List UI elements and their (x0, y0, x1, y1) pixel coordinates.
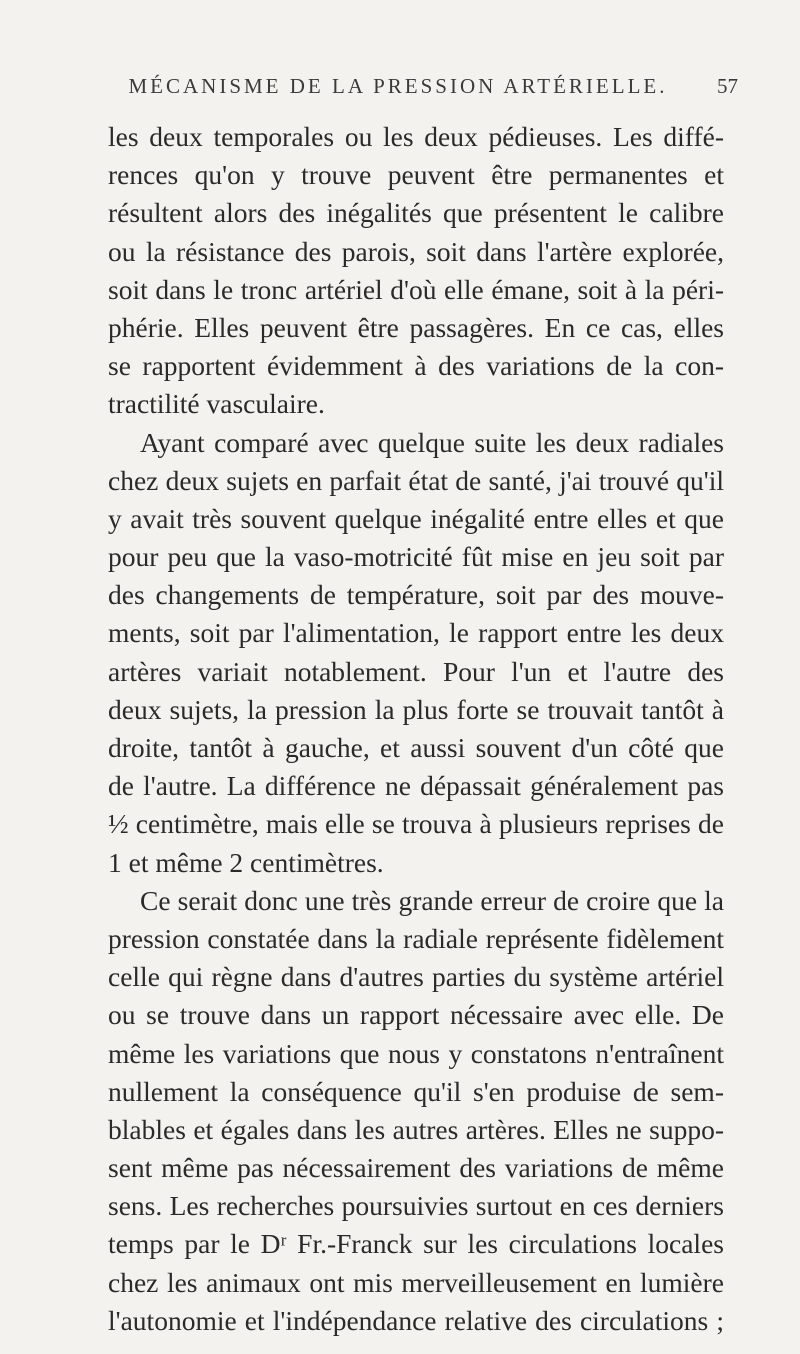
text-line: ½ centimètre, mais elle se trouva à plusieurs reprises de (108, 808, 724, 840)
text-line: phérie. Elles peuvent être passagères. En ce cas, elles (108, 311, 724, 343)
page-number: 57 (717, 74, 738, 98)
body-text (108, 118, 724, 1340)
text-line: ou la résistance des parois, soit dans l'artère explorée, (108, 235, 724, 267)
text-line: artères variait notablement. Pour l'un et l'autre des (108, 655, 724, 687)
paragraph-start-line: Ayant comparé avec quelque suite les deux radiales (140, 426, 724, 458)
text-line: pression constatée dans la radiale représente fidèlement (108, 922, 724, 954)
text-line: même les variations que nous y constatons n'entraînent (108, 1037, 724, 1069)
text-line: celle qui règne dans d'autres parties du système artériel (108, 961, 724, 993)
text-line: temps par le Dʳ Fr.-Franck sur les circulations locales (108, 1228, 724, 1260)
text-line: rences qu'on y trouve peuvent être permanentes et (108, 159, 724, 191)
paragraph-start-line: Ce serait donc une très grande erreur de croire que la (140, 884, 724, 916)
text-line: nullement la conséquence qu'il s'en produise de sem- (108, 1075, 724, 1107)
text-line: de l'autre. La différence ne dépassait généralement pas (108, 770, 724, 802)
text-line: droite, tantôt à gauche, et aussi souvent d'un côté que (108, 732, 724, 763)
text-line: sens. Les recherches poursuivies surtout en ces derniers (108, 1190, 724, 1222)
text-line: pour peu que la vaso-motricité fût mise en jeu soit par (108, 541, 724, 573)
text-line: des changements de température, soit par des mouve- (108, 579, 724, 611)
text-line: sent même pas nécessairement des variations de même (108, 1152, 724, 1184)
text-line: chez les animaux ont mis merveilleusement en lumière (108, 1266, 724, 1298)
text-line: soit dans le tronc artériel d'où elle émane, soit à la péri- (108, 273, 724, 305)
text-line: 1 et même 2 centimètres. (108, 846, 384, 878)
text-line: l'autonomie et l'indépendance relative des circulations ; (108, 1304, 724, 1336)
text-line: les deux temporales ou les deux pédieuses. Les diffé- (108, 121, 724, 152)
text-line: ou se trouve dans un rapport nécessaire avec elle. De (108, 999, 724, 1031)
text-line: chez deux sujets en parfait état de santé, j'ai trouvé qu'il (108, 464, 724, 496)
running-head: MÉCANISME DE LA PRESSION ARTÉRIELLE. (128, 74, 668, 98)
text-line: résultent alors des inégalités que présentent le calibre (108, 197, 724, 229)
text-line: ments, soit par l'alimentation, le rapport entre les deux (108, 617, 724, 649)
text-line: deux sujets, la pression la plus forte se trouvait tantôt à (108, 693, 724, 725)
text-line: y avait très souvent quelque inégalité entre elles et que (108, 502, 724, 534)
text-line: blables et égales dans les autres artères. Elles ne suppo- (108, 1113, 724, 1145)
text-line: se rapportent évidemment à des variations de la con- (108, 350, 724, 382)
text-line: tractilité vasculaire. (108, 388, 325, 420)
